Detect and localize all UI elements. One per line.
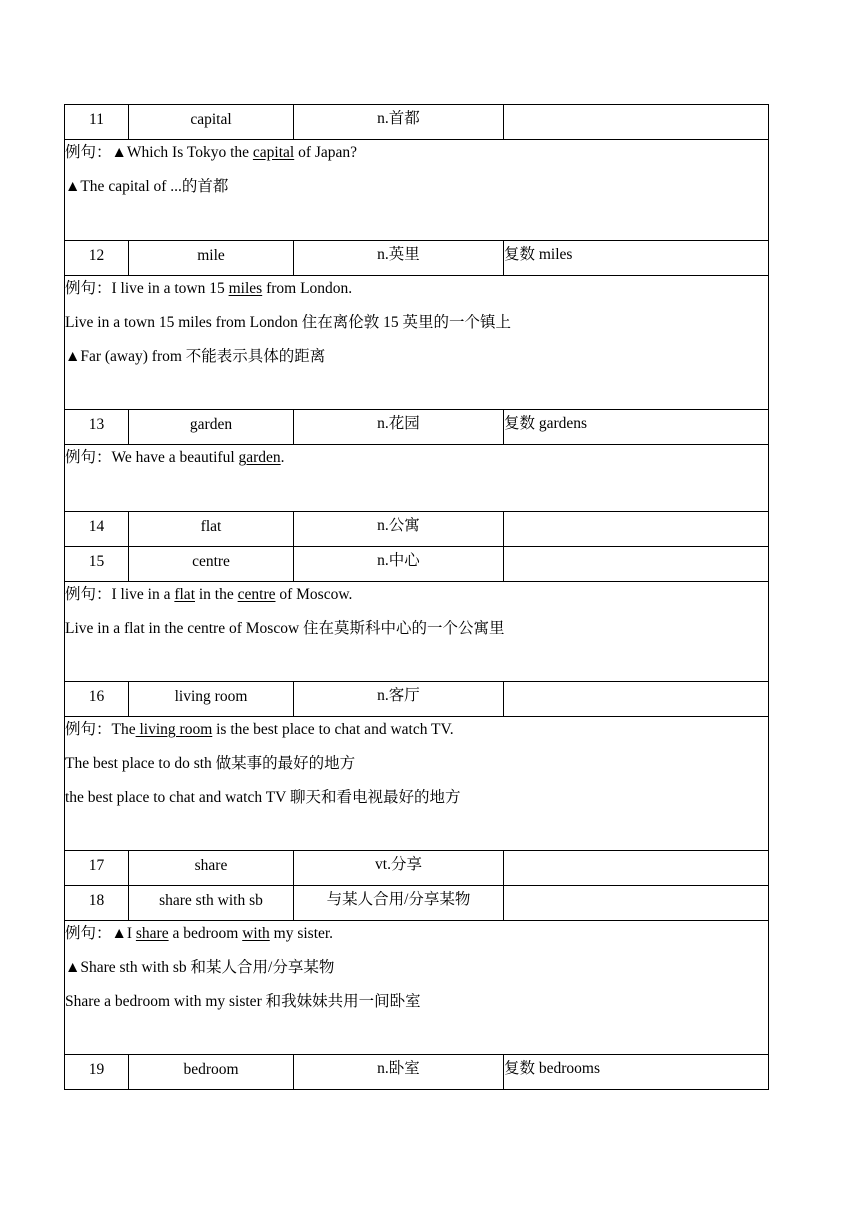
example-line (65, 582, 768, 616)
example-text: my sister. (269, 925, 334, 942)
entry-note-cell (504, 851, 769, 886)
vocabulary-row (65, 105, 769, 140)
entry-number: 12 (88, 247, 105, 264)
entry-definition-cell (294, 682, 504, 717)
entry-number-cell (65, 886, 129, 921)
underlined-keyword: garden (238, 449, 281, 466)
entry-number: 14 (88, 518, 105, 535)
entry-word-cell (129, 241, 294, 276)
entry-note-cell (504, 512, 769, 547)
entry-word-cell (129, 512, 294, 547)
entry-note: 复数 bedrooms (504, 1060, 601, 1077)
example-text: Share a bedroom with my sister 和我妹妹共用一间卧室 (65, 993, 421, 1010)
entry-definition: n.卧室 (377, 1060, 420, 1077)
example-cell (65, 717, 769, 851)
example-text: of Japan? (294, 144, 358, 161)
vocabulary-row (65, 410, 769, 445)
entry-number: 16 (88, 688, 105, 705)
entry-word-cell (129, 682, 294, 717)
entry-word: flat (200, 518, 222, 535)
entry-note: 复数 gardens (504, 415, 588, 432)
underlined-keyword: centre (237, 586, 276, 603)
example-text: 例句：▲I (65, 925, 136, 942)
example-row (65, 140, 769, 241)
entry-word: living room (174, 688, 248, 705)
example-line (65, 955, 768, 989)
entry-word: share sth with sb (159, 892, 263, 909)
entry-word: share (194, 857, 228, 874)
example-row (65, 717, 769, 851)
entry-number-cell (65, 241, 129, 276)
entry-word-cell (129, 547, 294, 582)
entry-note (504, 547, 768, 552)
entry-word-cell (129, 1055, 294, 1090)
entry-definition-cell (294, 886, 504, 921)
entry-number-cell (65, 1055, 129, 1090)
entry-word-cell (129, 410, 294, 445)
example-line (65, 344, 768, 378)
example-line (65, 989, 768, 1023)
entry-note-cell (504, 241, 769, 276)
entry-definition: n.英里 (377, 246, 420, 263)
example-line (65, 921, 768, 955)
example-text: from London. (262, 280, 353, 297)
example-text: Live in a town 15 miles from London 住在离伦敦 15 英里的一个镇上 (65, 314, 512, 331)
example-text: the best place to chat and watch TV 聊天和看电视最好的地方 (65, 789, 461, 806)
example-text: in the (195, 586, 238, 603)
example-text: 例句：I live in a town 15 (65, 280, 229, 297)
example-text: 例句：▲Which Is Tokyo the (65, 144, 253, 161)
example-row (65, 921, 769, 1055)
entry-word-cell (129, 105, 294, 140)
entry-note (504, 105, 768, 110)
entry-definition: vt.分享 (375, 856, 422, 873)
example-cell (65, 445, 769, 512)
entry-number: 11 (89, 111, 104, 128)
entry-note (504, 682, 768, 687)
entry-definition: n.首都 (377, 110, 420, 127)
entry-note-cell (504, 1055, 769, 1090)
example-text: . (280, 449, 285, 466)
example-line (65, 174, 768, 208)
example-text: a bedroom (168, 925, 243, 942)
example-cell (65, 582, 769, 682)
example-cell (65, 140, 769, 241)
entry-definition-cell (294, 512, 504, 547)
entry-word: garden (189, 416, 233, 433)
example-text: ▲Share sth with sb 和某人合用/分享某物 (65, 959, 335, 976)
entry-word: mile (197, 247, 225, 264)
underlined-keyword: flat (174, 586, 195, 603)
entry-definition: n.客厅 (377, 687, 420, 704)
vocabulary-row (65, 1055, 769, 1090)
entry-note-cell (504, 547, 769, 582)
vocabulary-row (65, 547, 769, 582)
vocabulary-row (65, 682, 769, 717)
entry-note-cell (504, 105, 769, 140)
entry-note (504, 851, 768, 856)
underlined-keyword: share (135, 925, 169, 942)
entry-note (504, 512, 768, 517)
example-line (65, 717, 768, 751)
entry-note-cell (504, 410, 769, 445)
vocabulary-row (65, 512, 769, 547)
entry-definition-cell (294, 1055, 504, 1090)
entry-number: 19 (88, 1061, 105, 1078)
underlined-keyword: with (242, 925, 270, 942)
example-text: ▲Far (away) from 不能表示具体的距离 (65, 348, 326, 365)
entry-definition-cell (294, 547, 504, 582)
example-text: The best place to do sth 做某事的最好的地方 (65, 755, 356, 772)
entry-definition-cell (294, 241, 504, 276)
entry-definition: n.花园 (377, 415, 420, 432)
vocabulary-row (65, 241, 769, 276)
example-line (65, 310, 768, 344)
vocabulary-row (65, 851, 769, 886)
example-cell (65, 921, 769, 1055)
example-line (65, 276, 768, 310)
example-text: of Moscow. (275, 586, 353, 603)
underlined-keyword: miles (228, 280, 263, 297)
entry-word: bedroom (183, 1061, 239, 1078)
entry-definition: 与某人合用/分享某物 (326, 891, 471, 908)
example-text: 例句：The (65, 721, 136, 738)
entry-number-cell (65, 410, 129, 445)
example-row (65, 276, 769, 410)
entry-word-cell (129, 851, 294, 886)
vocabulary-table (64, 104, 769, 1090)
vocabulary-row (65, 886, 769, 921)
example-text: Live in a flat in the centre of Moscow 住在莫斯科中心的一个公寓里 (65, 620, 505, 637)
entry-number: 13 (88, 416, 105, 433)
entry-word: capital (190, 111, 232, 128)
example-line (65, 616, 768, 650)
example-text: is the best place to chat and watch TV. (212, 721, 454, 738)
example-row (65, 445, 769, 512)
example-cell (65, 276, 769, 410)
entry-word: centre (192, 553, 230, 570)
entry-note-cell (504, 682, 769, 717)
entry-number-cell (65, 851, 129, 886)
entry-definition-cell (294, 851, 504, 886)
entry-number-cell (65, 105, 129, 140)
entry-note: 复数 miles (504, 246, 573, 263)
example-line (65, 751, 768, 785)
example-line (65, 785, 768, 819)
example-line (65, 445, 768, 479)
entry-number: 15 (88, 553, 105, 570)
entry-word-cell (129, 886, 294, 921)
vocabulary-table-body (65, 105, 769, 1090)
entry-definition: n.中心 (377, 552, 420, 569)
entry-definition-cell (294, 105, 504, 140)
example-text: 例句：I live in a (65, 586, 175, 603)
entry-number-cell (65, 547, 129, 582)
entry-definition: n.公寓 (377, 517, 420, 534)
example-line (65, 140, 768, 174)
underlined-keyword: living room (135, 721, 213, 738)
example-text: ▲The capital of ...的首都 (65, 178, 229, 195)
entry-note (504, 886, 768, 891)
entry-number-cell (65, 512, 129, 547)
entry-number-cell (65, 682, 129, 717)
entry-note-cell (504, 886, 769, 921)
example-text: 例句：We have a beautiful (65, 449, 239, 466)
underlined-keyword: capital (252, 144, 295, 161)
entry-number: 18 (88, 892, 105, 909)
entry-number: 17 (88, 857, 105, 874)
entry-definition-cell (294, 410, 504, 445)
example-row (65, 582, 769, 682)
